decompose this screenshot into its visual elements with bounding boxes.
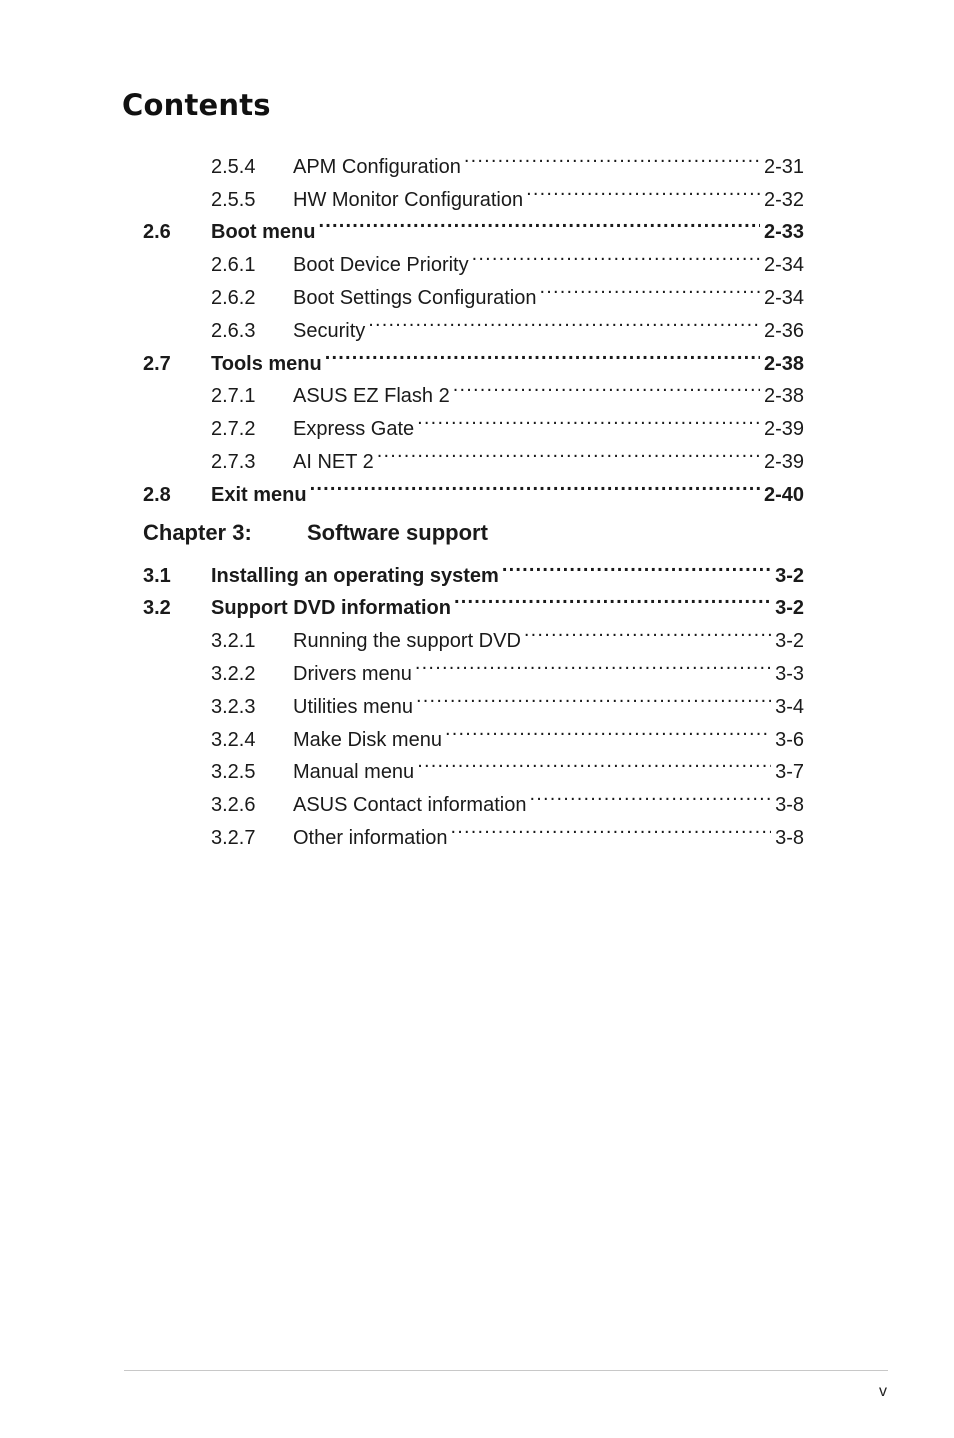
toc-entry-number: 2.6 [143, 221, 171, 244]
page-title: Contents [122, 88, 271, 122]
toc-entry-page: 2-34 [763, 286, 804, 309]
toc-entry-page: 2-39 [763, 450, 804, 473]
toc-entry-page: 2-36 [763, 319, 804, 342]
toc-entry-title: Other information [293, 826, 448, 849]
dot-leader [454, 582, 771, 615]
toc-entry-title: Running the support DVD [293, 630, 521, 653]
toc-entry-title: Utilities menu [293, 695, 414, 718]
dot-leader [368, 304, 760, 337]
footer-divider [124, 1370, 888, 1371]
toc-entry-page: 2-32 [763, 188, 804, 211]
toc-entry-page: 2-38 [763, 385, 804, 408]
toc-entry-number: 3.2.1 [211, 630, 256, 653]
toc-entry-number: 2.8 [143, 483, 171, 506]
toc-entry-page: 2-40 [763, 483, 804, 506]
toc-entry-title: Manual menu [293, 761, 415, 784]
toc-entry-number: 3.2.3 [211, 695, 256, 718]
toc-entry-number: 3.1 [143, 564, 171, 587]
dot-leader [416, 680, 771, 713]
toc-entry-title: Express Gate [293, 418, 415, 441]
toc-entry-number: 2.7.2 [211, 418, 256, 441]
toc-entry-title: ASUS Contact information [293, 794, 527, 817]
toc-entry-page: 3-2 [775, 630, 804, 653]
dot-leader [318, 206, 760, 239]
toc-entry-page: 2-33 [763, 221, 804, 244]
dot-leader [472, 238, 760, 271]
chapter-heading [143, 517, 804, 549]
dot-leader [415, 647, 771, 680]
chapter-label: Chapter 3: [143, 519, 252, 545]
dot-leader [445, 713, 771, 746]
dot-leader [464, 140, 760, 173]
toc-entry-title: ASUS EZ Flash 2 [293, 385, 450, 408]
toc-entry-number: 2.7 [143, 352, 171, 375]
toc-entry-number: 2.6.3 [211, 319, 256, 342]
toc-entry-page: 3-8 [775, 826, 804, 849]
page-number: v [879, 1383, 887, 1400]
toc-entry-title: Make Disk menu [293, 728, 442, 751]
toc-entry-page: 3-2 [775, 564, 804, 587]
toc-entry-number: 3.2 [143, 597, 171, 620]
toc-entry-number: 3.2.5 [211, 761, 256, 784]
dot-leader [377, 435, 760, 468]
toc-entry-title: Tools menu [211, 352, 322, 375]
dot-leader [451, 811, 772, 844]
dot-leader [453, 370, 760, 403]
dot-leader [417, 402, 760, 435]
toc-entry-number: 2.6.1 [211, 254, 256, 277]
toc-entry-page: 2-39 [763, 418, 804, 441]
toc-entry-number: 2.7.3 [211, 450, 256, 473]
toc-entry-title: Boot Device Priority [293, 254, 469, 277]
toc-entry-number: 2.7.1 [211, 385, 256, 408]
toc-entry-page: 3-3 [775, 662, 804, 685]
toc-section-chapter-3 [143, 549, 804, 849]
toc-entry-title: Support DVD information [211, 597, 451, 620]
toc-entry-number: 3.2.2 [211, 662, 256, 685]
toc-entry-title: Installing an operating system [211, 564, 499, 587]
table-of-contents [143, 140, 804, 849]
toc-entry-number: 2.5.5 [211, 188, 256, 211]
toc-entry-page: 2-34 [763, 254, 804, 277]
toc-section-chapter-2 [143, 140, 804, 506]
toc-entry[interactable] [143, 549, 804, 587]
toc-entry-number: 2.6.2 [211, 286, 256, 309]
toc-entry-page: 3-4 [775, 695, 804, 718]
dot-leader [526, 173, 760, 206]
toc-entry-page: 2-31 [763, 155, 804, 178]
toc-entry-page: 2-38 [763, 352, 804, 375]
dot-leader [417, 746, 771, 779]
dot-leader [502, 549, 771, 582]
toc-entry-page: 3-8 [775, 794, 804, 817]
dot-leader [310, 468, 760, 501]
dot-leader [529, 778, 771, 811]
toc-entry-page: 3-2 [775, 597, 804, 620]
toc-entry-page: 3-7 [775, 761, 804, 784]
toc-entry[interactable] [143, 140, 804, 178]
toc-entry-title: Security [293, 319, 366, 342]
chapter-title: Software support [307, 519, 488, 545]
toc-entry-title: HW Monitor Configuration [293, 188, 524, 211]
toc-entry-title: AI NET 2 [293, 450, 374, 473]
toc-entry-number: 3.2.7 [211, 826, 256, 849]
toc-entry-number: 3.2.4 [211, 728, 256, 751]
dot-leader [325, 337, 760, 370]
toc-entry-title: Drivers menu [293, 662, 412, 685]
toc-entry-title: Boot Settings Configuration [293, 286, 537, 309]
toc-entry-title: Exit menu [211, 483, 307, 506]
toc-entry-number: 3.2.6 [211, 794, 256, 817]
toc-entry-page: 3-6 [775, 728, 804, 751]
toc-entry-number: 2.5.4 [211, 155, 256, 178]
dot-leader [540, 271, 760, 304]
dot-leader [524, 614, 771, 647]
toc-entry-title: Boot menu [211, 221, 316, 244]
toc-entry-title: APM Configuration [293, 155, 461, 178]
